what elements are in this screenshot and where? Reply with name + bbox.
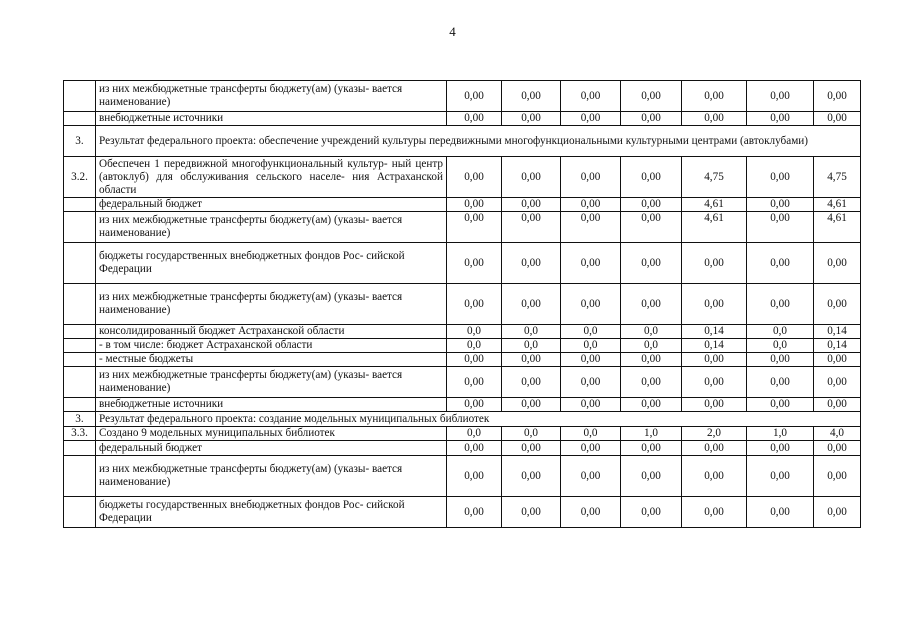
value-cell: 0,00 [502, 353, 561, 367]
value-cell: 0,00 [561, 441, 621, 456]
value-cell: 0,00 [502, 212, 561, 243]
value-cell: 0,00 [447, 198, 502, 212]
value-cell: 0,00 [502, 367, 561, 398]
value-cell: 0,00 [561, 198, 621, 212]
value-cell: 0,00 [502, 243, 561, 284]
value-cell: 0,00 [814, 81, 861, 112]
row-number: 3.3. [64, 427, 96, 441]
value-cell: 0,00 [502, 456, 561, 497]
table-row [64, 81, 861, 112]
value-cell: 0,00 [502, 441, 561, 456]
value-cell: 0,00 [621, 441, 682, 456]
table-row [64, 398, 861, 412]
value-cell: 0,00 [502, 497, 561, 528]
value-cell: 1,0 [621, 427, 682, 441]
value-cell: 0,00 [814, 353, 861, 367]
value-cell: 0,00 [561, 243, 621, 284]
value-cell: 0,00 [814, 441, 861, 456]
value-cell: 0,00 [682, 353, 747, 367]
value-cell: 0,0 [621, 339, 682, 353]
value-cell: 0,00 [682, 81, 747, 112]
row-number [64, 284, 96, 325]
value-cell: 0,00 [814, 398, 861, 412]
value-cell: 0,00 [747, 212, 814, 243]
row-number [64, 339, 96, 353]
value-cell: 0,00 [447, 157, 502, 198]
value-cell: 0,00 [621, 497, 682, 528]
value-cell: 0,00 [747, 456, 814, 497]
row-number: 3.2. [64, 157, 96, 198]
value-cell: 0,00 [747, 398, 814, 412]
row-label: Создано 9 модельных муниципальных библиотек [96, 427, 447, 441]
value-cell: 0,00 [447, 497, 502, 528]
value-cell: 0,00 [502, 284, 561, 325]
row-label: из них межбюджетные трансферты бюджету(ам) (указы- вается наименование) [96, 284, 447, 325]
section-title: Результат федерального проекта: обеспечение учреждений культуры передвижными многофункциональными культурными центрами (автоклубами) [96, 126, 861, 157]
value-cell: 0,14 [814, 339, 861, 353]
value-cell: 0,0 [747, 339, 814, 353]
row-label: внебюджетные источники [96, 112, 447, 126]
value-cell: 0,00 [561, 497, 621, 528]
value-cell: 0,00 [747, 441, 814, 456]
table-row [64, 456, 861, 497]
value-cell: 0,00 [447, 284, 502, 325]
table-row [64, 157, 861, 198]
value-cell: 0,00 [747, 284, 814, 325]
row-number [64, 367, 96, 398]
value-cell: 0,00 [621, 157, 682, 198]
table-row [64, 497, 861, 528]
row-number: 3. [64, 126, 96, 157]
row-label: федеральный бюджет [96, 198, 447, 212]
value-cell: 0,00 [447, 112, 502, 126]
value-cell: 0,0 [561, 339, 621, 353]
value-cell: 0,00 [747, 497, 814, 528]
row-label: из них межбюджетные трансферты бюджету(ам) (указы- вается наименование) [96, 456, 447, 497]
value-cell: 0,00 [561, 456, 621, 497]
value-cell: 0,00 [447, 398, 502, 412]
value-cell: 0,00 [621, 243, 682, 284]
value-cell: 0,00 [447, 81, 502, 112]
value-cell: 0,00 [502, 112, 561, 126]
value-cell: 0,00 [502, 198, 561, 212]
row-number [64, 198, 96, 212]
value-cell: 0,00 [747, 81, 814, 112]
value-cell: 0,00 [814, 367, 861, 398]
table-row [64, 325, 861, 339]
table-row [64, 198, 861, 212]
value-cell: 1,0 [747, 427, 814, 441]
row-number [64, 441, 96, 456]
table-row [64, 212, 861, 243]
value-cell: 0,0 [561, 325, 621, 339]
value-cell: 0,0 [502, 339, 561, 353]
section-title: Результат федерального проекта: создание модельных муниципальных библиотек [96, 412, 861, 427]
value-cell: 0,0 [502, 427, 561, 441]
value-cell: 0,00 [447, 367, 502, 398]
value-cell: 0,0 [621, 325, 682, 339]
value-cell: 0,00 [447, 353, 502, 367]
row-label: из них межбюджетные трансферты бюджету(ам) (указы- вается наименование) [96, 212, 447, 243]
value-cell: 0,00 [621, 284, 682, 325]
value-cell: 0,14 [682, 339, 747, 353]
value-cell: 0,0 [447, 325, 502, 339]
value-cell: 0,0 [561, 427, 621, 441]
row-label: из них межбюджетные трансферты бюджету(ам) (указы- вается наименование) [96, 81, 447, 112]
value-cell: 0,00 [447, 441, 502, 456]
row-number [64, 81, 96, 112]
value-cell: 0,0 [447, 339, 502, 353]
value-cell: 0,00 [561, 112, 621, 126]
row-number [64, 243, 96, 284]
value-cell: 0,00 [621, 456, 682, 497]
value-cell: 4,61 [682, 212, 747, 243]
value-cell: 4,61 [814, 212, 861, 243]
page-number: 4 [449, 24, 456, 39]
value-cell: 0,00 [747, 112, 814, 126]
section-row [64, 412, 861, 427]
row-label: Обеспечен 1 передвижной многофункциональный культур- ный центр (автоклуб) для обслуживания сельского населе- ния Астраханской области [96, 157, 447, 198]
value-cell: 0,00 [561, 212, 621, 243]
value-cell: 0,00 [621, 212, 682, 243]
table-row [64, 367, 861, 398]
value-cell: 0,00 [682, 456, 747, 497]
value-cell: 2,0 [682, 427, 747, 441]
value-cell: 0,00 [814, 456, 861, 497]
value-cell: 0,00 [621, 367, 682, 398]
value-cell: 0,00 [621, 81, 682, 112]
value-cell: 0,00 [621, 112, 682, 126]
value-cell: 0,00 [621, 398, 682, 412]
value-cell: 0,00 [447, 456, 502, 497]
value-cell: 0,0 [447, 427, 502, 441]
value-cell: 4,75 [682, 157, 747, 198]
value-cell: 0,0 [502, 325, 561, 339]
budget-table [63, 80, 861, 528]
value-cell: 4,61 [814, 198, 861, 212]
value-cell: 0,00 [747, 198, 814, 212]
value-cell: 0,00 [682, 284, 747, 325]
row-number [64, 353, 96, 367]
row-label: - местные бюджеты [96, 353, 447, 367]
value-cell: 0,00 [747, 367, 814, 398]
table-row [64, 112, 861, 126]
table-row [64, 284, 861, 325]
value-cell: 0,00 [621, 353, 682, 367]
value-cell: 0,00 [447, 243, 502, 284]
row-number [64, 456, 96, 497]
value-cell: 0,0 [747, 325, 814, 339]
value-cell: 0,00 [682, 367, 747, 398]
table-row [64, 339, 861, 353]
value-cell: 0,00 [814, 284, 861, 325]
value-cell: 0,00 [561, 81, 621, 112]
value-cell: 0,00 [682, 243, 747, 284]
table-row [64, 427, 861, 441]
value-cell: 0,14 [682, 325, 747, 339]
value-cell: 0,00 [747, 353, 814, 367]
row-number [64, 325, 96, 339]
row-number [64, 497, 96, 528]
section-row [64, 126, 861, 157]
value-cell: 0,00 [621, 198, 682, 212]
row-label: внебюджетные источники [96, 398, 447, 412]
value-cell: 0,00 [747, 243, 814, 284]
row-label: федеральный бюджет [96, 441, 447, 456]
value-cell: 0,00 [502, 157, 561, 198]
row-number [64, 112, 96, 126]
row-label: бюджеты государственных внебюджетных фондов Рос- сийской Федерации [96, 243, 447, 284]
value-cell: 0,00 [502, 81, 561, 112]
table-row [64, 353, 861, 367]
value-cell: 0,00 [682, 497, 747, 528]
row-label: консолидированный бюджет Астраханской области [96, 325, 447, 339]
value-cell: 4,75 [814, 157, 861, 198]
table-row [64, 243, 861, 284]
value-cell: 0,00 [682, 112, 747, 126]
table-row [64, 441, 861, 456]
value-cell: 0,00 [682, 441, 747, 456]
value-cell: 0,00 [814, 497, 861, 528]
value-cell: 0,00 [682, 398, 747, 412]
value-cell: 4,61 [682, 198, 747, 212]
value-cell: 4,0 [814, 427, 861, 441]
row-number: 3. [64, 412, 96, 427]
row-label: - в том числе: бюджет Астраханской области [96, 339, 447, 353]
value-cell: 0,00 [561, 353, 621, 367]
value-cell: 0,14 [814, 325, 861, 339]
value-cell: 0,00 [561, 284, 621, 325]
value-cell: 0,00 [447, 212, 502, 243]
value-cell: 0,00 [814, 243, 861, 284]
value-cell: 0,00 [561, 367, 621, 398]
row-number [64, 212, 96, 243]
value-cell: 0,00 [561, 398, 621, 412]
value-cell: 0,00 [502, 398, 561, 412]
row-label: из них межбюджетные трансферты бюджету(ам) (указы- вается наименование) [96, 367, 447, 398]
value-cell: 0,00 [814, 112, 861, 126]
row-label: бюджеты государственных внебюджетных фондов Рос- сийской Федерации [96, 497, 447, 528]
value-cell: 0,00 [747, 157, 814, 198]
value-cell: 0,00 [561, 157, 621, 198]
row-number [64, 398, 96, 412]
